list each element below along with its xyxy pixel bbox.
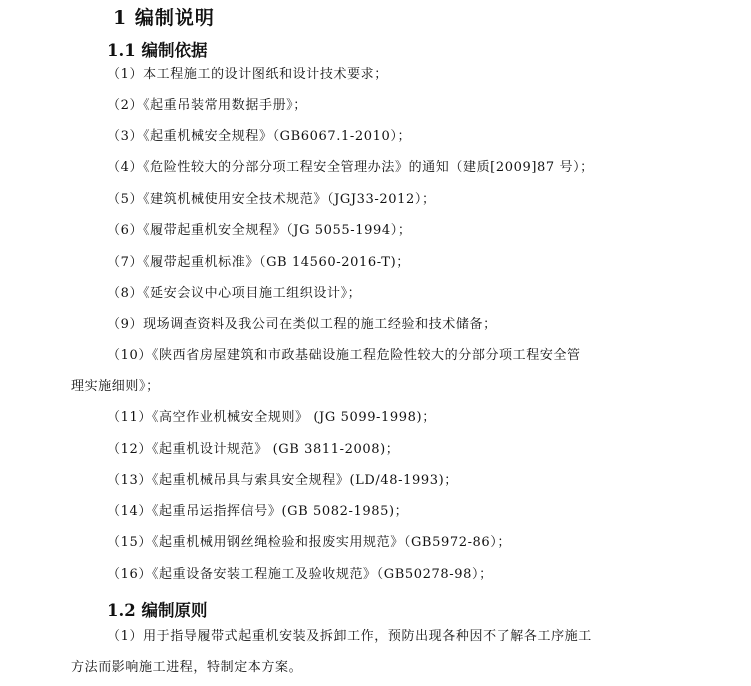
- basis-item-7: （7）《履带起重机标准》（GB 14560-2016-T)；: [107, 255, 410, 270]
- basis-item-10: （10）《陕西省房屋建筑和市政基础设施工程危险性较大的分部分项工程安全管: [107, 348, 581, 363]
- basis-item-10-continued: 理实施细则》；: [71, 379, 160, 394]
- basis-item-12: （12）《起重机设计规范》 (GB 3811-2008)；: [107, 442, 400, 457]
- basis-item-1: （1）本工程施工的设计图纸和设计技术要求；: [107, 67, 388, 82]
- basis-item-14: （14）《起重吊运指挥信号》(GB 5082-1985)；: [107, 504, 409, 519]
- basis-heading: 1.1 编制依据: [107, 41, 208, 60]
- basis-item-16: （16）《起重设备安装工程施工及验收规范》（GB50278-98）；: [107, 567, 493, 582]
- basis-item-9: （9）现场调查资料及我公司在类似工程的施工经验和技术储备；: [107, 317, 497, 332]
- basis-item-3: （3）《起重机械安全规程》（GB6067.1-2010）；: [107, 129, 412, 144]
- principle-item-1-continued: 方法而影响施工进程，特制定本方案。: [71, 660, 303, 675]
- basis-item-4: （4）《危险性较大的分部分项工程安全管理办法》的通知（建质[2009]87 号）；: [107, 160, 594, 175]
- basis-item-5: （5）《建筑机械使用安全技术规范》（JGJ33-2012）；: [107, 192, 436, 207]
- section-heading: 1 编制说明: [113, 7, 215, 29]
- basis-item-6: （6）《履带起重机安全规程》（JG 5055-1994）；: [107, 223, 412, 238]
- principle-heading: 1.2 编制原则: [107, 601, 208, 620]
- basis-item-11: （11）《高空作业机械安全规则》 (JG 5099-1998)；: [107, 410, 436, 425]
- principle-item-1: （1）用于指导履带式起重机安装及拆卸工作，预防出现各种因不了解各工序施工: [107, 629, 592, 644]
- basis-item-13: （13）《起重机械吊具与索具安全规程》(LD/48-1993)；: [107, 473, 458, 488]
- basis-item-15: （15）《起重机械用钢丝绳检验和报废实用规范》（GB5972-86）；: [107, 535, 511, 550]
- basis-item-8: （8）《延安会议中心项目施工组织设计》；: [107, 286, 362, 301]
- basis-item-2: （2）《起重吊装常用数据手册》；: [107, 98, 307, 113]
